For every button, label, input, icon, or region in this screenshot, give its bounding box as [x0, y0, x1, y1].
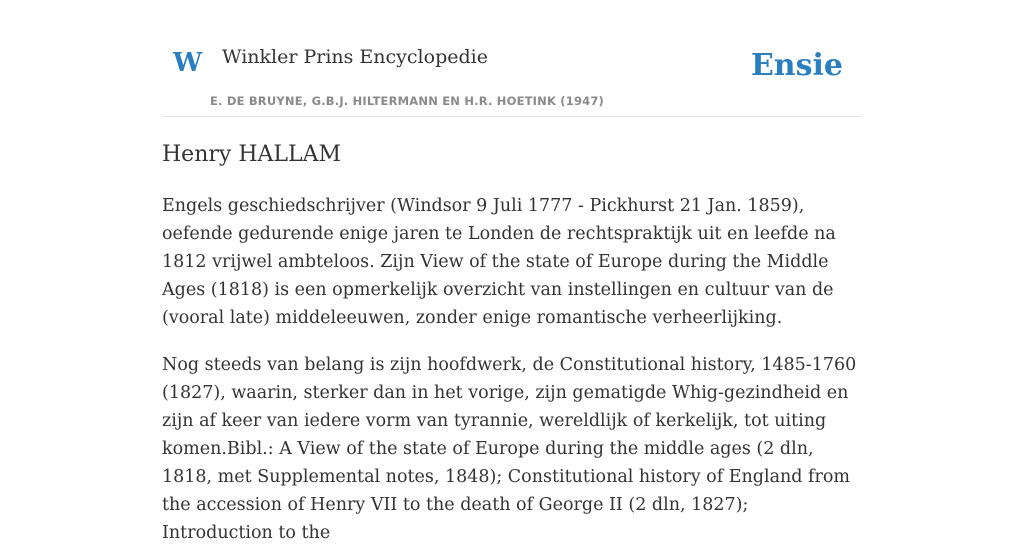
article-paragraph: Nog steeds van belang is zijn hoofdwerk, de Constitutional history, 1485-1760 (1827), waarin, sterker dan in het vorige, zijn gematigde Whig-gezindheid en zijn af keer van iedere vorm van tyrannie, wereldlijk of kerkelijk, tot uiting komen.Bibl.: A View of the state of Europe during the middle ages (2 dln, 1818, met Supplemental notes, 1848); Constitutional history of England from the accession of Henry VII to the death of George II (2 dln, 1827); Introduction to the: [162, 355, 857, 543]
brand-logo[interactable]: Ensie: [750, 48, 843, 83]
article-paragraph: Engels geschiedschrijver (Windsor 9 Juli 1777 - Pickhurst 21 Jan. 1859), oefende gedurende enige jaren te Londen de rechtspraktijk uit en leefde na 1812 vrijwel ambteloos. Zijn View of the state of Europe during the Middle Ages (1818) is een opmerkelijk overzicht van instellingen en cultuur van de (vooral late) middeleeuwen, zonder enige romantische verheerlijking.: [162, 196, 836, 328]
article: [162, 140, 862, 547]
book-logo-icon: W: [173, 48, 203, 78]
book-title[interactable]: Winkler Prins Encyclopedie: [222, 46, 488, 68]
book-authors: E. DE BRUYNE, G.B.J. HILTERMANN EN H.R. HOETINK (1947): [210, 94, 605, 108]
article-title: Henry HALLAM: [162, 142, 342, 167]
header: [162, 0, 862, 117]
